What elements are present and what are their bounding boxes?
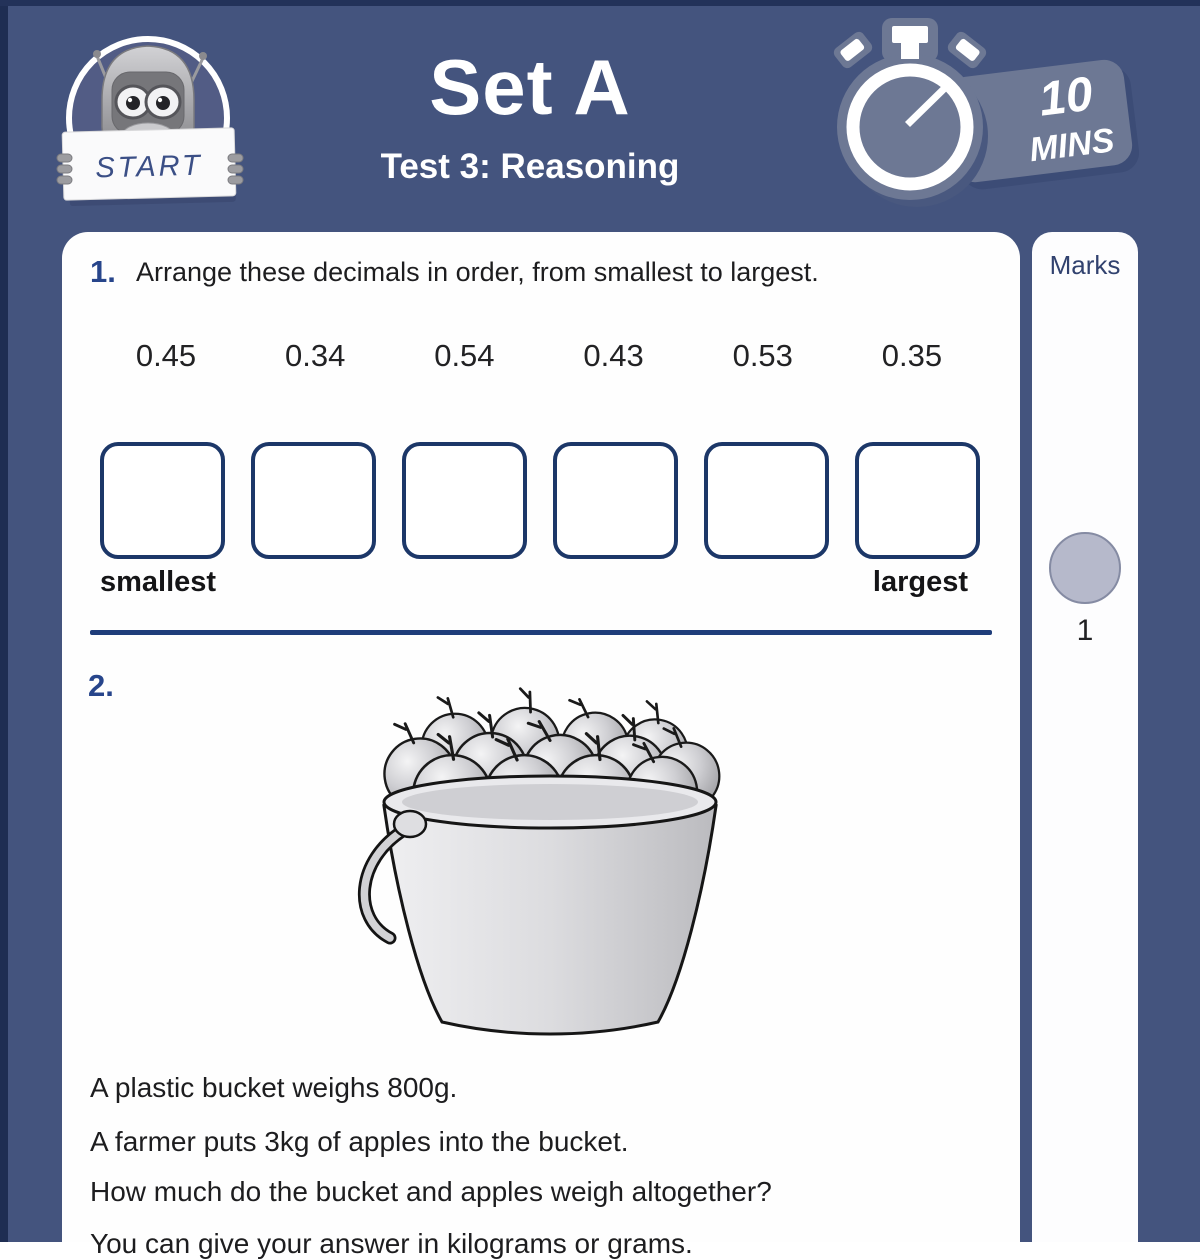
question2-line-2: A farmer puts 3kg of apples into the bucket.: [90, 1126, 629, 1157]
answer-box-2[interactable]: [251, 442, 376, 559]
question2-line-1: A plastic bucket weighs 800g.: [90, 1072, 458, 1103]
question1-prompt: Arrange these decimals in order, from smallest to largest.: [136, 257, 819, 287]
stopwatch-icon: [831, 18, 988, 207]
smallest-label: smallest: [100, 566, 217, 598]
question2-line-3: How much do the bucket and apples weigh altogether?: [90, 1176, 772, 1207]
question1-decimal-options: [130, 338, 948, 374]
stopwatch-timer-badge: [805, 12, 1150, 222]
decimal-option-2: 0.34: [285, 338, 346, 373]
answer-box-1[interactable]: [100, 442, 225, 559]
decimal-option-1: 0.45: [135, 338, 197, 373]
question-divider: [90, 630, 992, 635]
marks-panel: [1032, 232, 1138, 1242]
answer-box-4[interactable]: [553, 442, 678, 559]
answer-box-3[interactable]: [402, 442, 527, 559]
timer-minutes: 10: [1036, 67, 1096, 127]
page-edge-left: [0, 0, 8, 1242]
decimal-option-3: 0.54: [434, 338, 495, 373]
question2-number: 2.: [88, 668, 114, 703]
question2-line-4: You can give your answer in kilograms or grams.: [90, 1228, 693, 1259]
decimal-option-6: 0.35: [881, 338, 943, 373]
header-titles: [310, 0, 750, 187]
largest-label: largest: [872, 566, 968, 598]
bucket-of-apples-image: [340, 692, 760, 1044]
question1-answer-boxes: [100, 442, 980, 559]
timer-mins-label: MINS: [1027, 121, 1117, 170]
answer-box-5[interactable]: [704, 442, 829, 559]
question-sheet-card: [62, 232, 1020, 1259]
start-sign-label: START: [94, 149, 204, 185]
page-subtitle: Test 3: Reasoning: [380, 147, 680, 186]
robot-mascot-icon: [55, 8, 245, 208]
mark-value-question1: 1: [1076, 614, 1094, 647]
marks-panel-title: Marks: [1049, 250, 1121, 280]
decimal-option-5: 0.53: [732, 338, 793, 373]
page-title: Set A: [429, 43, 631, 131]
question1-number: 1.: [90, 254, 116, 289]
mark-circle-question1[interactable]: [1049, 532, 1121, 604]
answer-box-6[interactable]: [855, 442, 980, 559]
decimal-option-4: 0.43: [583, 338, 644, 373]
